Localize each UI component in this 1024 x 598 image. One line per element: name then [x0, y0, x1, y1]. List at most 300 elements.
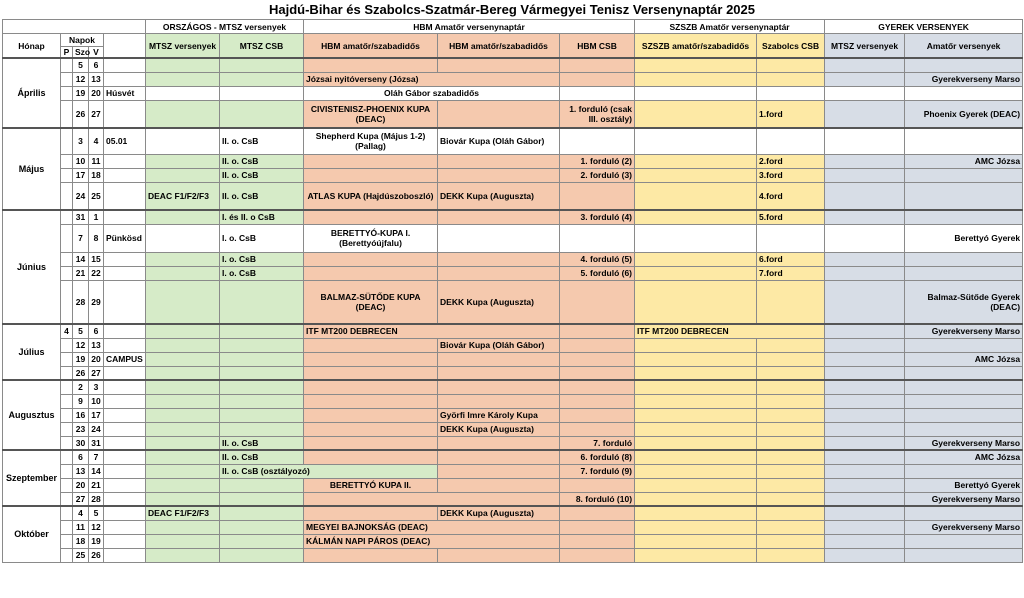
mtsz-csb-cell — [220, 86, 304, 100]
hbm-amator-2-cell: DEKK Kupa (Auguszta) — [438, 280, 560, 324]
szabolcs-csb-cell — [757, 280, 825, 324]
mtsz-versenyek-cell — [146, 280, 220, 324]
mtsz-versenyek-cell — [146, 548, 220, 562]
mtsz-versenyek-cell — [146, 100, 220, 128]
gyerek-amator-cell — [905, 168, 1023, 182]
gyerek-mtsz-cell — [825, 534, 905, 548]
calendar-row — [3, 224, 1023, 252]
gyerek-amator-cell — [905, 266, 1023, 280]
szszb-amator-cell — [635, 210, 757, 224]
mtsz-versenyek-cell — [146, 128, 220, 154]
day-note — [104, 534, 146, 548]
day-szo: 9 — [73, 394, 89, 408]
mtsz-versenyek-cell — [146, 154, 220, 168]
szabolcs-csb-cell — [757, 436, 825, 450]
day-p — [61, 366, 73, 380]
header-honap: Hónap — [3, 34, 61, 59]
day-szo: 6 — [73, 450, 89, 464]
mtsz-csb-cell — [220, 408, 304, 422]
day-p — [61, 464, 73, 478]
hbm-csb-cell — [560, 352, 635, 366]
header-v: V — [89, 47, 104, 59]
mtsz-versenyek-cell: DEAC F1/F2/F3 — [146, 182, 220, 210]
day-v: 13 — [89, 338, 104, 352]
hbm-amator-1-cell — [304, 338, 438, 352]
day-note — [104, 450, 146, 464]
szszb-amator-cell — [635, 520, 757, 534]
day-p — [61, 58, 73, 72]
mtsz-csb-cell — [220, 506, 304, 520]
calendar-row — [3, 422, 1023, 436]
szszb-amator-cell — [635, 352, 757, 366]
gyerek-amator-cell — [905, 86, 1023, 100]
mtsz-csb-cell — [220, 478, 304, 492]
day-szo: 7 — [73, 224, 89, 252]
szszb-amator-cell — [635, 450, 757, 464]
gyerek-mtsz-cell — [825, 324, 905, 338]
szabolcs-csb-cell — [757, 58, 825, 72]
gyerek-amator-cell: AMC Józsa — [905, 450, 1023, 464]
gyerek-amator-cell: Gyerekverseny Marso — [905, 436, 1023, 450]
hbm-csb-cell — [560, 394, 635, 408]
mtsz-csb-cell — [220, 352, 304, 366]
day-p — [61, 352, 73, 366]
szszb-amator-cell — [635, 422, 757, 436]
day-v: 20 — [89, 86, 104, 100]
gyerek-amator-cell: Berettyó Gyerek — [905, 478, 1023, 492]
calendar-row — [3, 154, 1023, 168]
gyerek-amator-cell — [905, 182, 1023, 210]
day-p — [61, 168, 73, 182]
hbm-amator-1-cell: BERETTYÓ-KUPA I. (Berettyóújfalu) — [304, 224, 438, 252]
calendar-row — [3, 324, 1023, 338]
gyerek-mtsz-cell — [825, 128, 905, 154]
day-szo: 24 — [73, 182, 89, 210]
day-v: 4 — [89, 128, 104, 154]
hbm-csb-cell — [560, 224, 635, 252]
mtsz-csb-cell — [220, 534, 304, 548]
mtsz-csb-cell: I. és II. o CsB — [220, 210, 304, 224]
day-p — [61, 210, 73, 224]
day-v: 19 — [89, 534, 104, 548]
day-v: 14 — [89, 464, 104, 478]
szabolcs-csb-cell — [757, 408, 825, 422]
day-szo: 5 — [73, 324, 89, 338]
day-v: 8 — [89, 224, 104, 252]
day-p — [61, 492, 73, 506]
calendar-row — [3, 280, 1023, 324]
hbm-amator-1-cell: ATLAS KUPA (Hajdúszoboszló) — [304, 182, 438, 210]
szabolcs-csb-cell — [757, 338, 825, 352]
day-p — [61, 548, 73, 562]
corner-blank — [3, 20, 146, 34]
hbm-amator-2-cell — [438, 464, 560, 478]
szszb-amator-cell — [635, 86, 757, 100]
hbm-amator-1-cell — [304, 394, 438, 408]
day-v: 31 — [89, 436, 104, 450]
day-v: 17 — [89, 408, 104, 422]
day-note: 05.01 — [104, 128, 146, 154]
mtsz-versenyek-cell — [146, 210, 220, 224]
day-szo: 28 — [73, 280, 89, 324]
hbm-amator-1-cell — [304, 380, 438, 394]
hbm-amator-1-cell: BERETTYÓ KUPA II. — [304, 478, 438, 492]
day-szo: 12 — [73, 72, 89, 86]
day-szo: 4 — [73, 506, 89, 520]
hbm-amator-2-cell: DEKK Kupa (Auguszta) — [438, 506, 560, 520]
gyerek-amator-cell — [905, 464, 1023, 478]
month-label: Április — [3, 58, 61, 128]
hbm-amator-1-cell — [304, 58, 438, 72]
day-szo: 17 — [73, 168, 89, 182]
mtsz-csb-cell: II. o. CsB — [220, 436, 304, 450]
mtsz-csb-cell: II. o. CsB (osztályozó) — [220, 464, 438, 478]
gyerek-amator-cell — [905, 394, 1023, 408]
day-v: 22 — [89, 266, 104, 280]
hbm-csb-cell — [560, 408, 635, 422]
hbm-csb-cell: 4. forduló (5) — [560, 252, 635, 266]
hbm-amator-1-cell — [304, 436, 438, 450]
gyerek-mtsz-cell — [825, 182, 905, 210]
gyerek-amator-cell: AMC Józsa — [905, 154, 1023, 168]
szszb-amator-cell — [635, 478, 757, 492]
day-szo: 21 — [73, 266, 89, 280]
day-v: 18 — [89, 168, 104, 182]
szabolcs-csb-cell: 4.ford — [757, 182, 825, 210]
gyerek-amator-cell — [905, 534, 1023, 548]
hbm-csb-cell: 1. forduló (2) — [560, 154, 635, 168]
mtsz-versenyek-cell — [146, 338, 220, 352]
day-p: 4 — [61, 324, 73, 338]
mtsz-versenyek-cell — [146, 464, 220, 478]
szszb-amator-cell — [635, 182, 757, 210]
header-mtsz-csb: MTSZ CSB — [220, 34, 304, 59]
calendar-row — [3, 168, 1023, 182]
hbm-csb-cell — [560, 182, 635, 210]
szabolcs-csb-cell: 3.ford — [757, 168, 825, 182]
calendar-row — [3, 338, 1023, 352]
szabolcs-csb-cell: 7.ford — [757, 266, 825, 280]
szabolcs-csb-cell — [757, 464, 825, 478]
day-note — [104, 154, 146, 168]
day-v: 13 — [89, 72, 104, 86]
day-note — [104, 520, 146, 534]
gyerek-amator-cell — [905, 252, 1023, 266]
mtsz-versenyek-cell — [146, 380, 220, 394]
szabolcs-csb-cell — [757, 534, 825, 548]
hbm-csb-cell — [560, 548, 635, 562]
hbm-amator-1-cell: Józsai nyitóverseny (Józsa) — [304, 72, 560, 86]
day-note — [104, 366, 146, 380]
gyerek-amator-cell — [905, 380, 1023, 394]
gyerek-mtsz-cell — [825, 280, 905, 324]
gyerek-mtsz-cell — [825, 266, 905, 280]
szszb-amator-cell — [635, 58, 757, 72]
hbm-amator-1-cell — [304, 210, 438, 224]
month-label: Október — [3, 506, 61, 562]
hbm-csb-cell — [560, 58, 635, 72]
hbm-csb-cell — [560, 338, 635, 352]
day-note: CAMPUS — [104, 352, 146, 366]
calendar-row — [3, 72, 1023, 86]
hbm-csb-cell: 3. forduló (4) — [560, 210, 635, 224]
mtsz-csb-cell: II. o. CsB — [220, 182, 304, 210]
gyerek-amator-cell: Balmaz-Sütőde Gyerek (DEAC) — [905, 280, 1023, 324]
calendar-row — [3, 182, 1023, 210]
hbm-csb-cell: 2. forduló (3) — [560, 168, 635, 182]
mtsz-csb-cell — [220, 366, 304, 380]
szabolcs-csb-cell — [757, 352, 825, 366]
mtsz-csb-cell — [220, 338, 304, 352]
szszb-amator-cell — [635, 280, 757, 324]
mtsz-versenyek-cell — [146, 86, 220, 100]
hbm-csb-cell — [560, 380, 635, 394]
day-note — [104, 548, 146, 562]
gyerek-mtsz-cell — [825, 408, 905, 422]
szszb-amator-cell — [635, 408, 757, 422]
gyerek-amator-cell: Berettyó Gyerek — [905, 224, 1023, 252]
day-note — [104, 338, 146, 352]
gyerek-mtsz-cell — [825, 154, 905, 168]
column-header-row — [3, 34, 1023, 47]
mtsz-csb-cell — [220, 394, 304, 408]
day-v: 10 — [89, 394, 104, 408]
szszb-amator-cell — [635, 100, 757, 128]
mtsz-versenyek-cell — [146, 422, 220, 436]
day-p — [61, 422, 73, 436]
hbm-amator-2-cell: Györfi Imre Károly Kupa — [438, 408, 560, 422]
day-v: 25 — [89, 182, 104, 210]
mtsz-versenyek-cell — [146, 352, 220, 366]
szszb-amator-cell — [635, 128, 757, 154]
hbm-csb-cell — [560, 422, 635, 436]
day-p — [61, 534, 73, 548]
day-szo: 3 — [73, 128, 89, 154]
day-p — [61, 100, 73, 128]
mtsz-csb-cell — [220, 492, 304, 506]
hbm-amator-2-cell: Biovár Kupa (Oláh Gábor) — [438, 128, 560, 154]
gyerek-amator-cell: AMC Józsa — [905, 352, 1023, 366]
header-mtsz-versenyek: MTSZ versenyek — [146, 34, 220, 59]
hbm-amator-1-cell — [304, 422, 438, 436]
gyerek-mtsz-cell — [825, 548, 905, 562]
mtsz-csb-cell: II. o. CsB — [220, 168, 304, 182]
hbm-amator-1-cell — [304, 266, 438, 280]
day-szo: 14 — [73, 252, 89, 266]
szabolcs-csb-cell — [757, 548, 825, 562]
day-note — [104, 266, 146, 280]
hbm-amator-2-cell — [438, 478, 560, 492]
szabolcs-csb-cell: 6.ford — [757, 252, 825, 266]
gyerek-mtsz-cell — [825, 478, 905, 492]
gyerek-amator-cell: Gyerekverseny Marso — [905, 72, 1023, 86]
header-p: P — [61, 47, 73, 59]
hbm-csb-cell: 6. forduló (8) — [560, 450, 635, 464]
day-v: 21 — [89, 478, 104, 492]
szabolcs-csb-cell: 2.ford — [757, 154, 825, 168]
day-p — [61, 380, 73, 394]
mtsz-csb-cell — [220, 520, 304, 534]
gyerek-amator-cell: Gyerekverseny Marso — [905, 492, 1023, 506]
hbm-csb-cell: 5. forduló (6) — [560, 266, 635, 280]
szszb-amator-cell — [635, 548, 757, 562]
gyerek-amator-cell — [905, 58, 1023, 72]
hbm-amator-2-cell: Biovár Kupa (Oláh Gábor) — [438, 338, 560, 352]
day-szo: 19 — [73, 86, 89, 100]
day-note — [104, 394, 146, 408]
day-p — [61, 338, 73, 352]
header-gyerek-mtsz: MTSZ versenyek — [825, 34, 905, 59]
day-v: 12 — [89, 520, 104, 534]
hbm-amator-1-cell: MEGYEI BAJNOKSÁG (DEAC) — [304, 520, 560, 534]
calendar-row — [3, 394, 1023, 408]
header-szszb-amator: SZSZB amatőr/szabadidős — [635, 34, 757, 59]
day-szo: 16 — [73, 408, 89, 422]
day-p — [61, 436, 73, 450]
szszb-amator-cell — [635, 492, 757, 506]
hbm-amator-2-cell — [438, 366, 560, 380]
mtsz-csb-cell — [220, 72, 304, 86]
gyerek-mtsz-cell — [825, 492, 905, 506]
szabolcs-csb-cell — [757, 520, 825, 534]
calendar-row — [3, 58, 1023, 72]
szszb-amator-cell: ITF MT200 DEBRECEN — [635, 324, 825, 338]
hbm-amator-2-cell — [438, 450, 560, 464]
mtsz-versenyek-cell — [146, 266, 220, 280]
calendar-row — [3, 464, 1023, 478]
day-szo: 18 — [73, 534, 89, 548]
day-p — [61, 266, 73, 280]
hbm-amator-2-cell — [438, 168, 560, 182]
calendar-row — [3, 506, 1023, 520]
month-label: Július — [3, 324, 61, 380]
hbm-csb-cell: 7. forduló — [560, 436, 635, 450]
day-note — [104, 324, 146, 338]
day-szo: 13 — [73, 464, 89, 478]
group-hbm: HBM Amatőr versenynaptár — [304, 20, 635, 34]
mtsz-versenyek-cell — [146, 168, 220, 182]
day-note — [104, 58, 146, 72]
hbm-csb-cell — [560, 86, 635, 100]
hbm-amator-1-cell — [304, 154, 438, 168]
hbm-amator-1-cell — [304, 366, 438, 380]
day-p — [61, 450, 73, 464]
szabolcs-csb-cell: 1.ford — [757, 100, 825, 128]
day-p — [61, 182, 73, 210]
mtsz-versenyek-cell — [146, 436, 220, 450]
day-szo: 27 — [73, 492, 89, 506]
szabolcs-csb-cell — [757, 224, 825, 252]
day-note: Pünkösd — [104, 224, 146, 252]
szabolcs-csb-cell — [757, 72, 825, 86]
szszb-amator-cell — [635, 154, 757, 168]
day-szo: 11 — [73, 520, 89, 534]
gyerek-amator-cell — [905, 506, 1023, 520]
gyerek-mtsz-cell — [825, 338, 905, 352]
hbm-amator-2-cell — [438, 380, 560, 394]
header-hbm-amator-2: HBM amatőr/szabadidős — [438, 34, 560, 59]
day-p — [61, 252, 73, 266]
day-note — [104, 210, 146, 224]
day-note — [104, 478, 146, 492]
day-note — [104, 182, 146, 210]
day-note — [104, 436, 146, 450]
header-gyerek-amator: Amatőr versenyek — [905, 34, 1023, 59]
szszb-amator-cell — [635, 266, 757, 280]
day-v: 6 — [89, 58, 104, 72]
mtsz-versenyek-cell — [146, 520, 220, 534]
hbm-csb-cell: 1. forduló (csak III. osztály) — [560, 100, 635, 128]
gyerek-amator-cell — [905, 366, 1023, 380]
calendar-row — [3, 352, 1023, 366]
hbm-amator-1-cell — [304, 408, 438, 422]
header-note-blank — [104, 34, 146, 59]
gyerek-amator-cell: Phoenix Gyerek (DEAC) — [905, 100, 1023, 128]
day-v: 20 — [89, 352, 104, 366]
hbm-amator-1-cell — [304, 168, 438, 182]
calendar-row — [3, 492, 1023, 506]
calendar-row — [3, 380, 1023, 394]
calendar-row — [3, 548, 1023, 562]
group-header-row — [3, 20, 1023, 34]
gyerek-mtsz-cell — [825, 58, 905, 72]
gyerek-amator-cell — [905, 338, 1023, 352]
hbm-amator-1-cell — [304, 252, 438, 266]
szszb-amator-cell — [635, 252, 757, 266]
day-p — [61, 72, 73, 86]
day-p — [61, 86, 73, 100]
mtsz-csb-cell: I. o. CsB — [220, 224, 304, 252]
szabolcs-csb-cell — [757, 492, 825, 506]
day-szo: 26 — [73, 366, 89, 380]
mtsz-versenyek-cell — [146, 534, 220, 548]
mtsz-versenyek-cell: DEAC F1/F2/F3 — [146, 506, 220, 520]
mtsz-csb-cell: I. o. CsB — [220, 252, 304, 266]
day-szo: 19 — [73, 352, 89, 366]
day-p — [61, 506, 73, 520]
gyerek-amator-cell — [905, 548, 1023, 562]
gyerek-mtsz-cell — [825, 506, 905, 520]
day-p — [61, 128, 73, 154]
day-note — [104, 168, 146, 182]
hbm-amator-1-cell: KÁLMÁN NAPI PÁROS (DEAC) — [304, 534, 560, 548]
gyerek-mtsz-cell — [825, 394, 905, 408]
mtsz-versenyek-cell — [146, 58, 220, 72]
day-v: 11 — [89, 154, 104, 168]
hbm-csb-cell — [560, 366, 635, 380]
day-szo: 23 — [73, 422, 89, 436]
day-note — [104, 252, 146, 266]
szabolcs-csb-cell — [757, 422, 825, 436]
calendar-row — [3, 450, 1023, 464]
mtsz-csb-cell: II. o. CsB — [220, 128, 304, 154]
szszb-amator-cell — [635, 534, 757, 548]
gyerek-mtsz-cell — [825, 168, 905, 182]
day-szo: 31 — [73, 210, 89, 224]
calendar-row — [3, 520, 1023, 534]
szabolcs-csb-cell — [757, 506, 825, 520]
mtsz-versenyek-cell — [146, 252, 220, 266]
gyerek-mtsz-cell — [825, 100, 905, 128]
szszb-amator-cell — [635, 394, 757, 408]
gyerek-mtsz-cell — [825, 464, 905, 478]
mtsz-versenyek-cell — [146, 478, 220, 492]
day-note: Húsvét — [104, 86, 146, 100]
gyerek-amator-cell: Gyerekverseny Marso — [905, 324, 1023, 338]
gyerek-amator-cell: Gyerekverseny Marso — [905, 520, 1023, 534]
gyerek-mtsz-cell — [825, 520, 905, 534]
day-szo: 20 — [73, 478, 89, 492]
